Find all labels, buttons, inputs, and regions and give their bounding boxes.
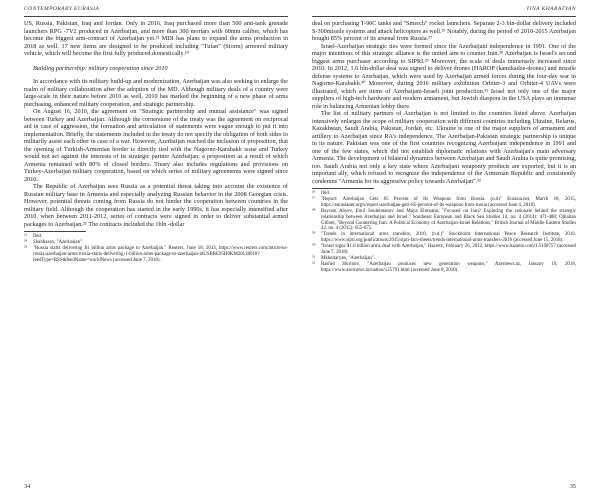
footnote bbox=[312, 232, 576, 244]
body-paragraph: In accordance with its military build-up and modernization, Azerbaijan was also seeking to enlarge the realm of military collaboration after the adoption of the MD. Although military deals of a country were large-scale in their nature before 2010 as well, 2010 has marked the beginning of a new phase of arms purchasing, enhanced military cooperation, and strategic partnership. bbox=[24, 78, 288, 108]
footnote-text: Shahbazov, "Azerbaijan". bbox=[33, 239, 84, 245]
footnote bbox=[312, 244, 576, 256]
footnote-number: ³¹ bbox=[312, 255, 315, 261]
footnote-text: "Report: Azerbaijan Gets 85 Percent of Its Weapons from Russia. (n.d)" Eurasia.net, March 18, 2015, https://eurasianet.org/s/report-azerbaijan-gets-85-percent-of-its-weapons-from-russia (accessed June 4, 2018). bbox=[321, 196, 576, 208]
footnote-text: Bayram Abyev, Emil Souleimanov and Maya Ehrmann, "Focused on Iran? Exploring the rationale behind the strategic relationship between Azerbaijan and Israel," Southeast European and Black Sea Studies 14, no. 4 (2014): 471-488; Ojhaltan Gilloel, "Beyond Countering Iran: A Political Economy of Azerbaijan-Israel Relations," British Journal of Middle Eastern Studies 42, no. 4 (2015): 655-675. bbox=[321, 208, 576, 232]
body-paragraph: US, Russia, Pakistan, Iraq and Jordan. Only in 2016, Iraq purchased more than 500 anti-tank grenade launchers RPG -7V2 produced in Azerbaijan, and more than 300 mortars with 60mm caliber, which has become the biggest arm-contract of Azerbaijan yet.²³ MDI has plans to expand the arms production in 2018 as well. 17 new items are designed to be produced including "Tufan" (Storm) armored military vehicle, which will become the first fully produced domestically.²⁴ bbox=[24, 20, 288, 57]
body-paragraph: Israel-Azerbaijan strategic ties were formed since the Azerbaijani independence in 1991. One of the major intentions of this strategic alliance is the united aim to counter Iran.²⁸ Azerbaijan is Israel's second biggest arms purchaser according to SIPRI.²⁹ Moreover, the scale of deals immensely increased since 2010. In 2012, 1.6 bln-dollar deal was signed to deliver drones (HAROP (kamikadze-drones) and missile defense systems to Azerbaijan, which were used by Azerbaijan armed forces during the four-day war in Nagorno-Karabakh.³⁰ Moreover, during 2016 military exhibition Orbiter-3 and Orbiter-4 UAVs were illustrated, which are items of Azerbaijani-Israeli joint production.³¹ Israel not only one of the major suppliers of high-tech hardware and modern armament, but Jewish diaspora in the USA plays an immense role in balancing Armenian lobby there. bbox=[312, 42, 576, 110]
left-page-column bbox=[24, 20, 288, 478]
body-paragraph: The list of military partners of Azerbaijan is not limited to the countries listed above. Azerbaijan intensively enlarges the scope of military cooperation with different countries including Ukraine, Belarus, Kazakhstan, Saudi Arabia, Pakistan, Jordan, etc. Ukraine is one of the major suppliers of armament and artillery to Azerbaijan since RA's independence. The Azerbaijan-Pakistan strategic partnership is unique in its nature. Pakistan was one of the first countries recognizing Azerbaijani independence in 1991 and one of the few states, which did not establish diplomatic relations with Azerbaijan's main adversary Armenia. The development of bilateral dynamics between Azerbaijan and Saudi Arabia is quite promising, too. Saudi Arabia not only a key state where Azerbaijani weaponry products are exported, but it is an important ally, which refused to recognize the independence of the Armenian Republic and consistently condemns "Armenia for its aggressive policy towards Azerbaijan".³² bbox=[312, 110, 576, 185]
footnote-text: Rashid Shirinov, "Azerbaijan produces new generation weapons," Azernews.az, January 19, 2018, https://www.azernews.az/nation/125791.html (accessed June 8, 2018). bbox=[321, 261, 576, 273]
footnote bbox=[312, 197, 576, 209]
body-paragraph: deal on purchasing T-90C tanks and "Smerch" rocket launchers. Separate 2-3 bln-dollar delivery included S-300missile systems and attack helicopters as well.²⁶ Notably, during the period of 2010-2015 Azerbaijan bought 85% percent of its arsenal from Russia.²⁷ bbox=[312, 20, 576, 42]
footnote-separator bbox=[24, 231, 86, 232]
footnote-separator bbox=[312, 188, 374, 189]
footnote-number: ²⁷ bbox=[312, 196, 316, 202]
footnote-number: ²³ bbox=[24, 234, 27, 239]
footnote-number: ²⁶ bbox=[312, 191, 316, 196]
footnote-number: ³⁰ bbox=[312, 244, 316, 250]
footnote bbox=[24, 246, 288, 264]
footnote-text: "Israel signs $1.6 billion arms deal with Azerbaijan," Haaretz, February 26, 2012, https://www.haaretz.com/1.5198757 (accessed June 7, 2018). bbox=[321, 244, 576, 256]
footnote bbox=[312, 209, 576, 233]
page-number-right: 35 bbox=[569, 483, 576, 490]
right-page-column bbox=[312, 20, 576, 478]
footnote-number: ²⁸ bbox=[312, 208, 316, 214]
footnote-text: Ibid. bbox=[33, 234, 43, 239]
footnote-text: "Trends in international arms transfers, 2016, (n.d.)" Stockholm International Peace Research Institute, 2016. https://www.sipri.org/publications/2015/sipri-fact-sheets/trends-international-arms-transfers-2016 (accessed June 15, 2018). bbox=[321, 232, 576, 244]
body-paragraph: The Republic of Azerbaijan sees Russia as a potential threat taking into account the existence of Russian military base in Armenia and especially analyzing Russian behavior in the 2008 Georgian crisis. However, potential threats coming from Russia do not hinder the cooperation between countries in the military field. Although the cooperation has started in the early 1990s, it has especially intensified after 2010, when between 2011-2012, series of contracts were signed in order to deliver substantial armed packages to Azerbaijan.²⁵ The contracts included the 1bln -dollar bbox=[24, 183, 288, 228]
header-rule-right bbox=[312, 16, 576, 17]
footnote-text: Ibid. bbox=[321, 191, 331, 196]
footnote-number: ³² bbox=[312, 261, 315, 267]
footnote bbox=[312, 262, 576, 274]
header-rule-left bbox=[24, 16, 288, 17]
footnote-number: ²⁹ bbox=[312, 232, 316, 238]
body-paragraph: On August 16, 2010, the agreement on "Strategic partnership and mutual assistance" was signed between Turkey and Azerbaijan. Although the cornerstone of the treaty was the agreement on reciprocal aid in case of aggression, the formation and articulation of statements were vague enough to put it into implementation. Briefly, the statements included in the treaty do not specify the obligation of both sides to militarily assist each other in case of a war. However, Azerbaijan reached the inclusion of proposition, that the opening of Turkish-Armenian border is directly tied with the Nagorno-Karabakh issue and Turkey would not act against the interests of its strategic partner Azerbaijan; a proposition as a result of which Armenia remained with 80% of closed borders. Treaty also includes regulations and provisions on Turkey-Azerbaijan military cooperation, based on which series of military agreements were signed since 2010. bbox=[24, 108, 288, 183]
page-number-left: 34 bbox=[24, 483, 31, 490]
footnote-text: Mkheitaryan, "Azerbaijan". bbox=[321, 255, 376, 261]
running-header-left: CONTEMPORARY EURASIA bbox=[24, 6, 100, 12]
footnote-number: ²⁵ bbox=[24, 245, 28, 251]
running-header-right: TINA KHARATYAN bbox=[526, 6, 576, 12]
footnote-number: ²⁴ bbox=[24, 239, 28, 245]
section-heading: Building partnership: military cooperation since 2010 bbox=[33, 64, 168, 72]
footnote-text: "Russia starts delivering $1 billion arms package to Azerbaijan." Reuters, June 18, 2013, https://www.reuters.com/article/us-russia-azerbaijan-arms/russia-starts-delivering-1-billion-arms-package-to-azerbaijan-idUSBRE95H0KM20130618?feedType=RSS&feedName=worldNews (accessed June 7, 2018). bbox=[33, 245, 288, 263]
